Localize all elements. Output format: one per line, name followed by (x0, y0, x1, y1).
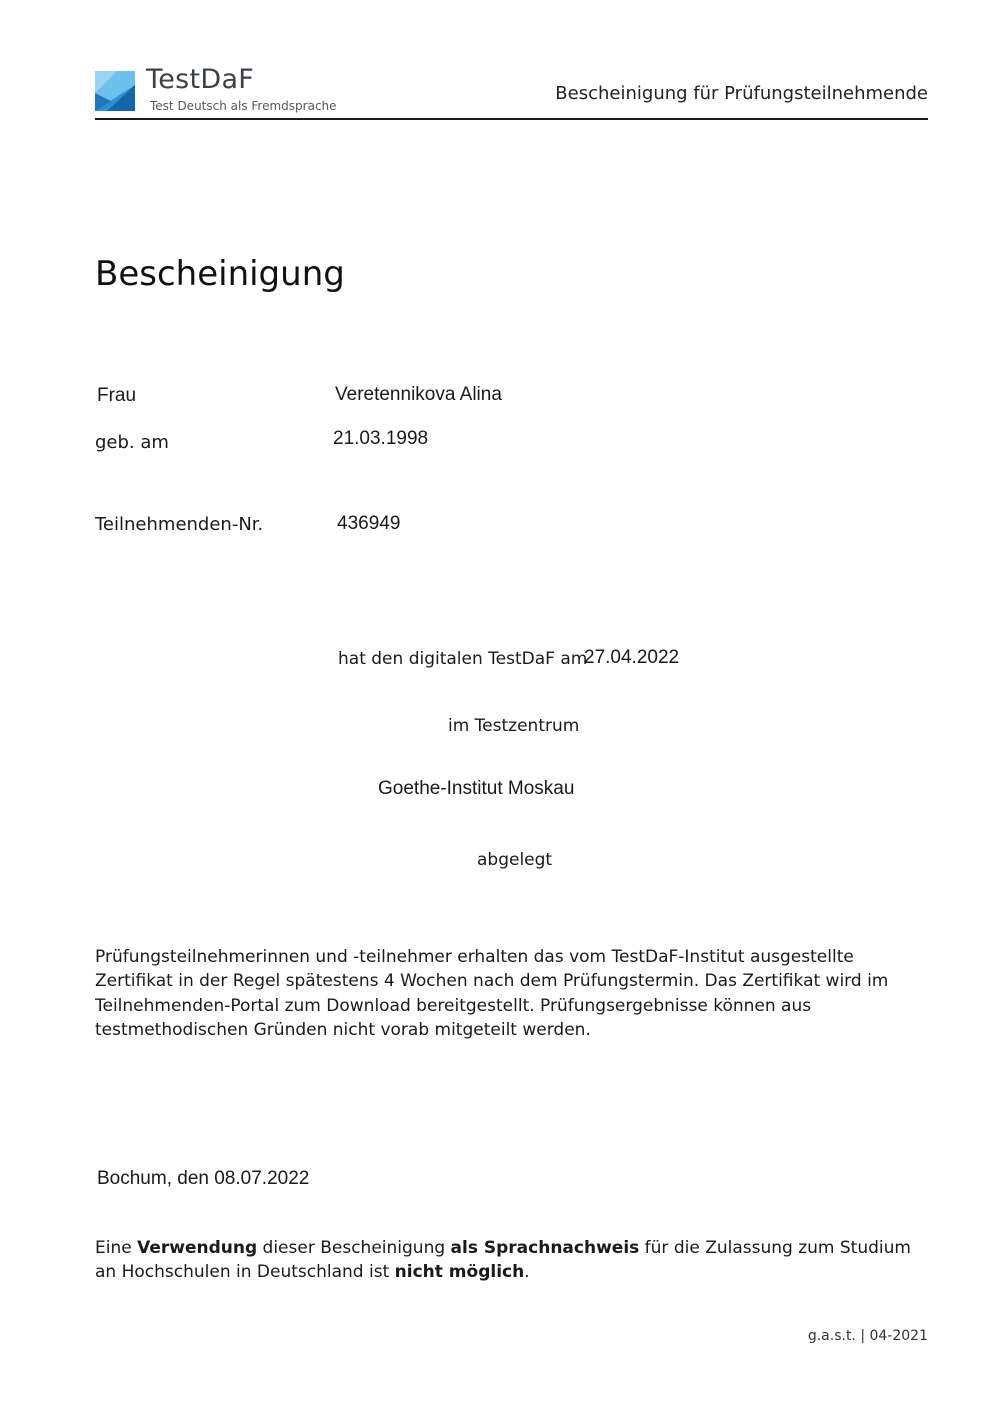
header-divider (95, 118, 928, 120)
notice-text: Eine (95, 1238, 138, 1258)
notice-text: . (524, 1262, 530, 1283)
page-title: Bescheinigung (95, 254, 345, 294)
exam-statement: hat den digitalen TestDaF am (338, 649, 588, 669)
footer-code: g.a.s.t. | 04-2021 (807, 1328, 928, 1344)
notice-bold: Verwendung (137, 1238, 258, 1258)
usage-notice (95, 1236, 925, 1285)
document-type: Bescheinigung für Prüfungsteilnehmende (555, 83, 928, 104)
test-center-label: im Testzentrum (448, 716, 580, 736)
participant-number-label: Teilnehmenden-Nr. (95, 514, 264, 535)
exam-passed: abgelegt (477, 850, 553, 870)
notice-text: für die Zulassung zum Studium an Hochschulen in Deutschland ist (95, 1238, 911, 1283)
logo-title: TestDaF (146, 64, 255, 95)
participant-name: Veretennikova Alina (335, 384, 502, 405)
testdaf-logo-icon (95, 71, 135, 111)
exam-date: 27.04.2022 (584, 647, 680, 668)
info-paragraph: Prüfungsteilnehmerinnen und -teilnehmer erhalten das vom TestDaF-Institut ausgestellte Zertifikat in der Regel spätestens 4 Wochen nach dem Prüfungstermin. Das Zertifikat wird im Teilnehmenden-Portal zum Download bereitgestellt. Prüfungsergebnisse können aus testmethodischen Gründen nicht vorab mitgeteilt werden. (95, 947, 889, 1040)
salutation: Frau (97, 385, 137, 406)
logo-subtitle: Test Deutsch als Fremdsprache (150, 99, 337, 113)
dob-label: geb. am (95, 432, 169, 453)
notice-bold: als Sprachnachweis (450, 1238, 640, 1258)
notice-text: dieser Bescheinigung (257, 1238, 451, 1258)
dob-value: 21.03.1998 (333, 428, 429, 449)
test-center-name: Goethe-Institut Moskau (378, 778, 575, 799)
notice-bold: nicht möglich (394, 1262, 525, 1283)
place-date: Bochum, den 08.07.2022 (97, 1168, 310, 1189)
participant-number-value: 436949 (337, 513, 401, 534)
